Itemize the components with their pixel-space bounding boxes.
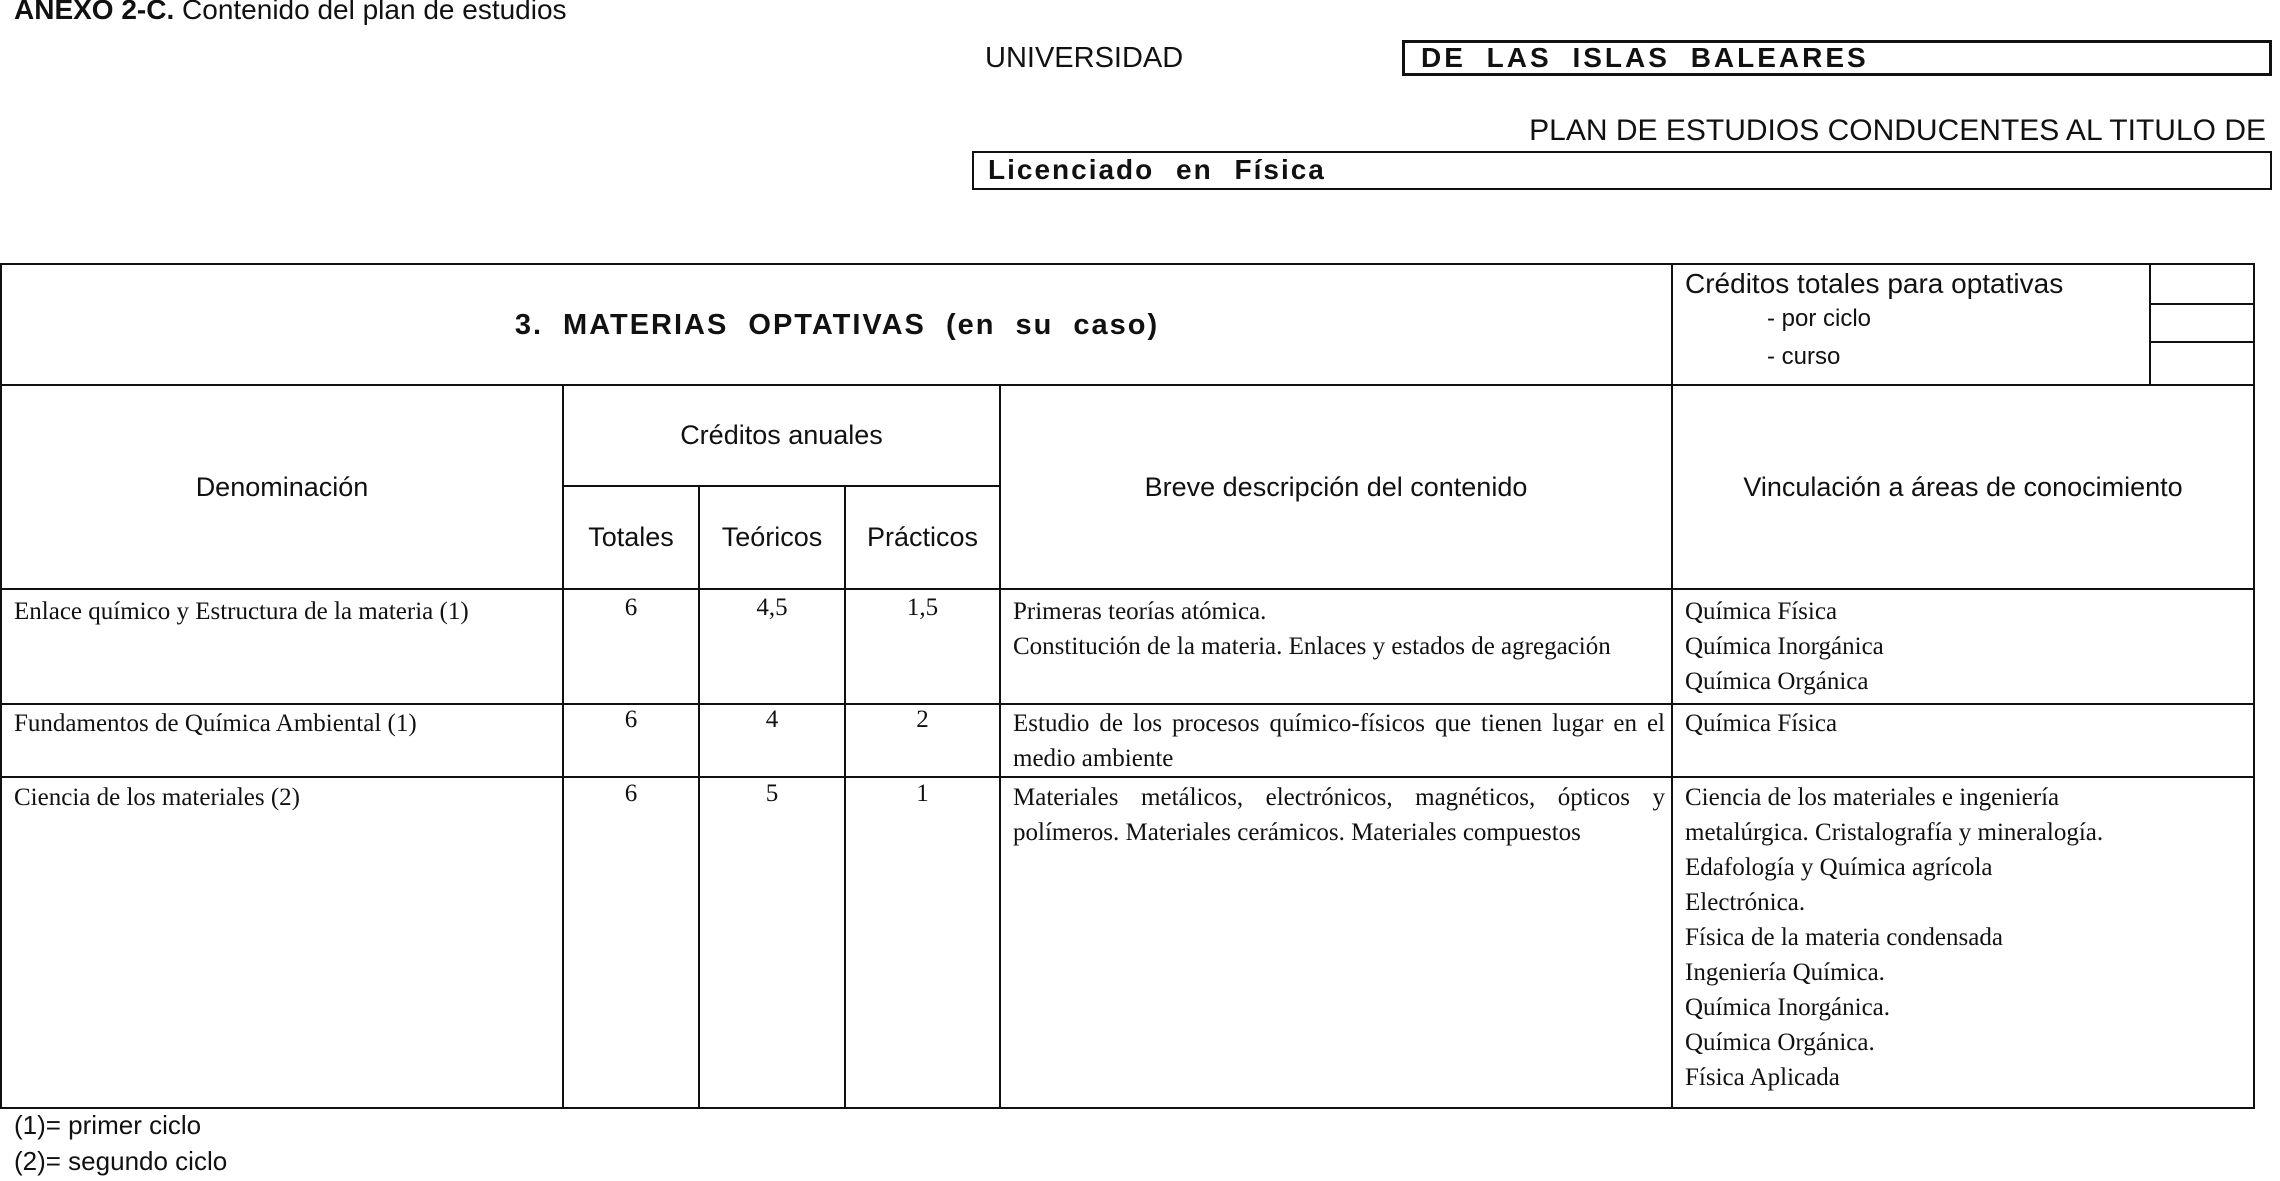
row1-descripcion-line: Primeras teorías atómica. (1013, 598, 1267, 625)
area-item: Química Orgánica (1685, 668, 1869, 695)
row2-denominacion: Fundamentos de Química Ambiental (1) (14, 710, 417, 737)
row3-teoricos: 5 (765, 780, 779, 807)
area-item: Química Inorgánica. (1685, 994, 1891, 1021)
row3-descripcion: Materiales metálicos, electrónicos, magnéticos, ópticos y polímeros. Materiales cerámicos. Materiales compuestos (1013, 784, 1665, 846)
col-header-teoricos: Teóricos (721, 522, 823, 552)
table-divider (2, 776, 2253, 778)
area-item: Física de la materia condensada (1685, 924, 2003, 951)
table-divider (2150, 303, 2253, 305)
area-item: Química Física (1685, 598, 1838, 625)
university-label: UNIVERSIDAD (985, 42, 1184, 74)
area-item: Edafología y Química agrícola (1685, 854, 1993, 881)
row1-descripcion-line: Constitución de la materia. Enlaces y estados de agregación (1013, 633, 1611, 660)
col-header-descripcion: Breve descripción del contenido (1144, 471, 1528, 502)
col-header-vinculacion: Vinculación a áreas de conocimiento (1743, 471, 2183, 502)
area-item: metalúrgica. Cristalografía y mineralogía. (1685, 819, 2104, 846)
col-header-creditos-anuales: Créditos anuales (680, 420, 883, 450)
table-divider (2149, 265, 2151, 385)
row3-practicos: 1 (916, 780, 929, 807)
area-item: Física Aplicada (1685, 1064, 1840, 1091)
row2-practicos: 2 (916, 706, 929, 733)
col-header-denominacion: Denominación (195, 471, 369, 502)
row2-descripcion: Estudio de los procesos químico-físicos que tienen lugar en el medio ambiente (1013, 710, 1665, 772)
row3-totales: 6 (624, 780, 638, 807)
credits-total-label: Créditos totales para optativas (1685, 268, 2064, 299)
annex-label: ANEXO 2-C. (14, 0, 175, 25)
row1-teoricos: 4,5 (756, 594, 788, 621)
row3-denominacion: Ciencia de los materiales (2) (14, 784, 300, 811)
row1-descripcion (1013, 594, 1665, 664)
area-item: Ciencia de los materiales e ingeniería (1685, 784, 2060, 811)
footnote-second-cycle: (2)= segundo ciclo (14, 1146, 228, 1176)
plan-label: PLAN DE ESTUDIOS CONDUCENTES AL TITULO DE (1529, 114, 2266, 147)
table-divider (2150, 341, 2253, 343)
row2-totales: 6 (624, 706, 638, 733)
per-course-label: - curso (1767, 343, 1841, 370)
annex-heading (14, 0, 567, 26)
row3-areas (1685, 780, 2250, 1095)
table-title: 3. MATERIAS OPTATIVAS (en su caso) (514, 308, 1160, 341)
col-header-totales: Totales (588, 522, 674, 552)
row2-teoricos: 4 (765, 706, 779, 733)
row1-totales: 6 (624, 594, 638, 621)
area-item: Química Física (1685, 710, 1838, 737)
row1-denominacion: Enlace químico y Estructura de la materia (1) (14, 598, 469, 625)
university-name-box: DE LAS ISLAS BALEARES (1402, 40, 2272, 76)
row1-areas (1685, 594, 2245, 699)
table-divider (2, 703, 2253, 705)
table-divider (2, 588, 2253, 590)
area-item: Química Inorgánica (1685, 633, 1884, 660)
area-item: Ingeniería Química. (1685, 959, 1885, 986)
per-cycle-label: - por ciclo (1767, 305, 1872, 332)
annex-title: Contenido del plan de estudios (182, 0, 567, 25)
degree-box: Licenciado en Física (972, 151, 2272, 190)
area-item: Electrónica. (1685, 889, 1806, 916)
row2-areas (1685, 706, 2245, 741)
row1-practicos: 1,5 (906, 594, 939, 621)
area-item: Química Orgánica. (1685, 1029, 1875, 1056)
optional-subjects-table (0, 263, 2255, 1109)
col-header-practicos: Prácticos (866, 522, 979, 552)
footnote-first-cycle: (1)= primer ciclo (14, 1110, 202, 1140)
